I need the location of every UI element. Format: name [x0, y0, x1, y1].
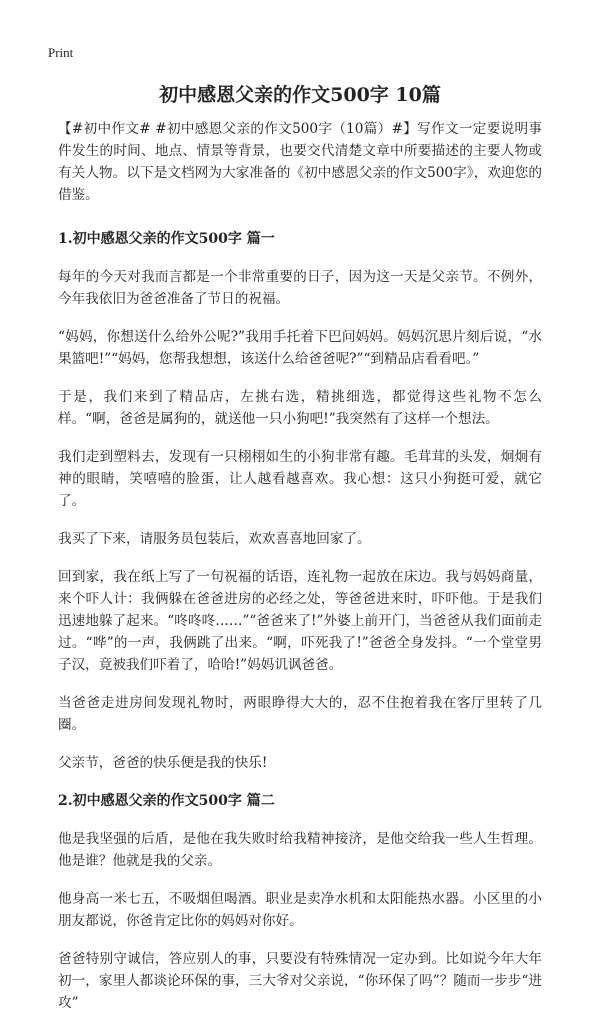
print-link[interactable]: Print — [48, 45, 74, 60]
paragraph: 回到家，我在纸上写了一句祝福的话语，连礼物一起放在床边。我与妈妈商量，来个吓人计：我俩躲在爸爸进房的必经之处，等爸爸进来时，吓吓他。于是我们迅速地躲了起来。“咚咚咚……”“爸爸来了!”外婆上前开门，当爸爸从我们面前走过。“哗”的一声，我俩跳了出来。“啊，吓死我了!”爸爸全身发抖。“一个堂堂男子汉，竟被我们吓着了，哈哈!”妈妈讥讽爸爸。 — [58, 569, 542, 673]
section-heading-1: 1.初中感恩父亲的作文500字 篇一 — [58, 231, 275, 247]
section-heading-2: 2.初中感恩父亲的作文500字 篇二 — [58, 793, 275, 809]
paragraph: 我买了下来，请服务员包装后，欢欢喜喜地回家了。 — [58, 531, 371, 547]
paragraph: 父亲节，爸爸的快乐便是我的快乐! — [58, 755, 268, 771]
paragraph: 他是我坚强的后盾，是他在我失败时给我精神接济，是他交给我一些人生哲理。他是谁？他就是我的父亲。 — [58, 831, 542, 869]
paragraph: 每年的今天对我而言都是一个非常重要的日子，因为这一天是父亲节。不例外，今年我依旧为爸爸准备了节日的祝福。 — [58, 269, 542, 307]
article-body — [58, 118, 542, 1030]
paragraph: 当爸爸走进房间发现礼物时，两眼睁得大大的，忍不住抱着我在客厅里转了几圈。 — [58, 695, 542, 733]
page-title: 初中感恩父亲的作文500字 10篇 — [159, 84, 441, 106]
paragraph: 我们走到塑料去，发现有一只栩栩如生的小狗非常有趣。毛茸茸的头发，炯炯有神的眼睛，笑嘻嘻的脸蛋，让人越看越喜欢。我心想：这只小狗挺可爱，就它了。 — [58, 449, 542, 509]
paragraph: 于是，我们来到了精品店，左挑右选，精挑细选，都觉得这些礼物不怎么样。“啊，爸爸是属狗的，就送他一只小狗吧!”我突然有了这样一个想法。 — [58, 389, 542, 427]
intro-paragraph: 【#初中作文# #初中感恩父亲的作文500字（10篇）#】写作文一定要说明事件发生的时间、地点、情景等背景，也要交代清楚文章中所要描述的主要人物或有关人物。以下是文档网为大家准备的《初中感恩父亲的作文500字》，欢迎您的借鉴。 — [58, 121, 542, 203]
paragraph: 爸爸特别守诚信，答应别人的事，只要没有特殊情况一定办到。比如说今年大年初一，家里人都谈论环保的事，三大爷对父亲说，“你环保了吗”？随而一步步“进攻” — [58, 951, 542, 1011]
paragraph: “妈妈，你想送什么给外公呢?”我用手托着下巴问妈妈。妈妈沉思片刻后说，“水果篮吧!”“妈妈，您帮我想想，该送什么给爸爸呢?”“到精品店看看吧。” — [58, 329, 542, 367]
paragraph: 他身高一米七五，不吸烟但喝酒。职业是卖净水机和太阳能热水器。小区里的小朋友都说，你爸肯定比你的妈妈对你好。 — [58, 891, 542, 929]
